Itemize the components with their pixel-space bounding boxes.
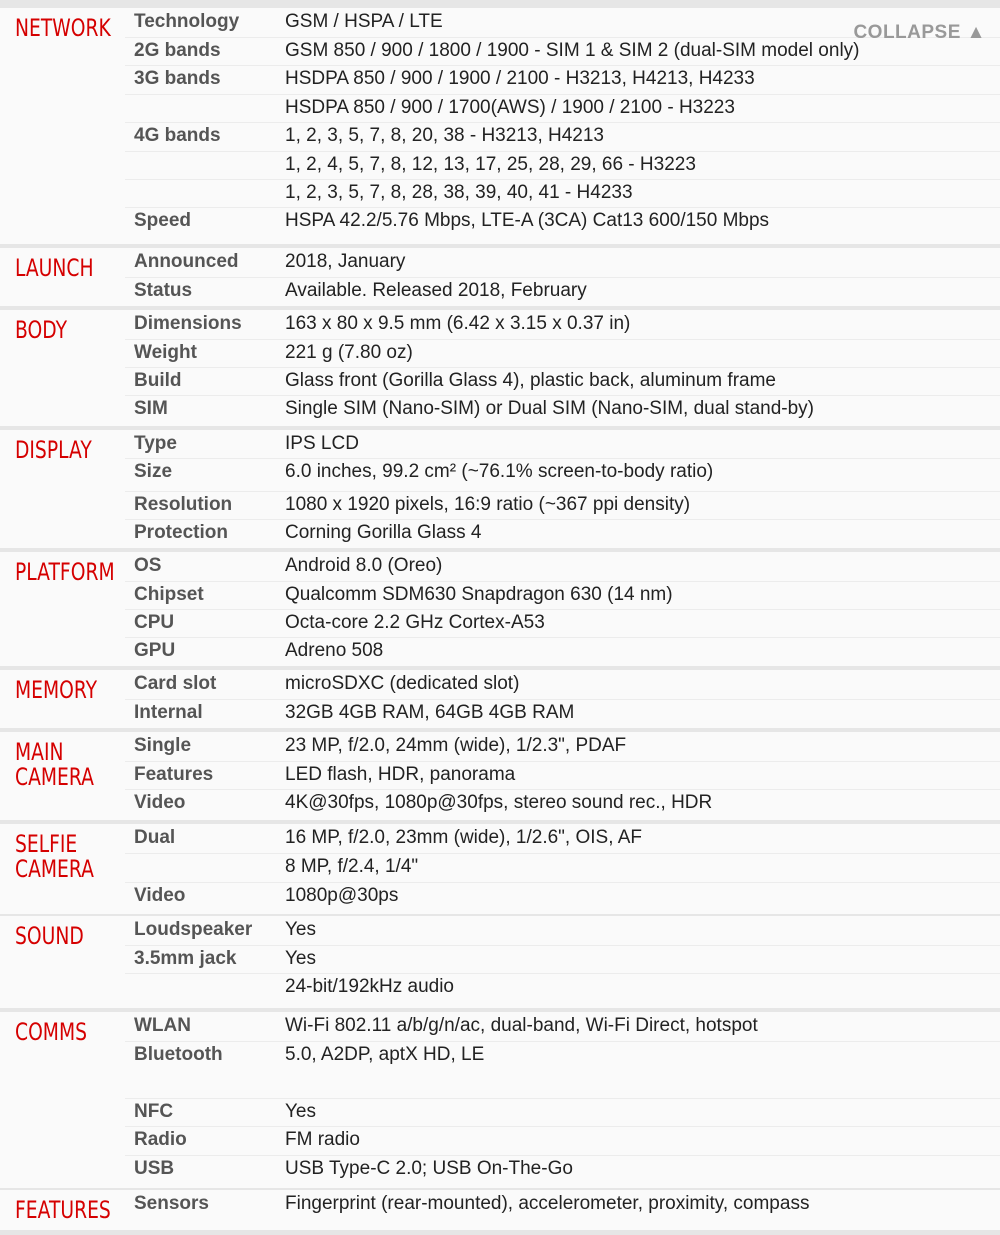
spec-label[interactable]: SIM xyxy=(134,398,168,419)
spec-label[interactable]: WLAN xyxy=(134,1015,191,1036)
spec-label[interactable]: CPU xyxy=(134,612,175,633)
spec-row xyxy=(125,65,1000,95)
spec-value: 1080 x 1920 pixels, 16:9 ratio (~367 ppi density) xyxy=(285,494,691,515)
spec-value: Fingerprint (rear-mounted), accelerometer, proximity, compass xyxy=(285,1193,810,1214)
spec-label[interactable]: 3.5mm jack xyxy=(134,948,237,969)
spec-label[interactable]: Dual xyxy=(134,827,176,848)
spec-label[interactable]: Loudspeaker xyxy=(134,919,253,940)
spec-section xyxy=(0,1190,1000,1230)
spec-row xyxy=(125,1155,1000,1188)
spec-value: Corning Gorilla Glass 4 xyxy=(285,522,482,543)
spec-value: LED flash, HDR, panorama xyxy=(285,764,516,785)
spec-value: 4K@30fps, 1080p@30fps, stereo sound rec., HDR xyxy=(285,792,713,813)
spec-value: Android 8.0 (Oreo) xyxy=(285,555,443,576)
spec-value: IPS LCD xyxy=(285,433,359,454)
spec-value: Glass front (Gorilla Glass 4), plastic back, aluminum frame xyxy=(285,370,776,391)
spec-row xyxy=(125,761,1000,790)
spec-section xyxy=(0,310,1000,426)
spec-row xyxy=(125,609,1000,638)
spec-row xyxy=(125,670,1000,700)
spec-value: 16 MP, f/2.0, 23mm (wide), 1/2.6", OIS, AF xyxy=(285,827,642,848)
spec-value: HSDPA 850 / 900 / 1900 / 2100 - H3213, H4213, H4233 xyxy=(285,68,755,89)
spec-row xyxy=(125,310,1000,340)
section-title: MEMORY xyxy=(15,676,98,704)
spec-label[interactable]: Size xyxy=(134,461,173,482)
spec-section xyxy=(0,8,1000,244)
spec-row xyxy=(125,581,1000,610)
spec-label[interactable]: OS xyxy=(134,555,162,576)
spec-section xyxy=(0,732,1000,820)
spec-value: 5.0, A2DP, aptX HD, LE xyxy=(285,1044,485,1065)
spec-label[interactable]: Dimensions xyxy=(134,313,242,334)
spec-row xyxy=(125,637,1000,666)
spec-row xyxy=(125,339,1000,368)
spec-value: Yes xyxy=(285,948,316,969)
section-title: MAIN CAMERA xyxy=(15,738,94,791)
spec-value: 1, 2, 3, 5, 7, 8, 20, 38 - H3213, H4213 xyxy=(285,125,604,146)
spec-value: 32GB 4GB RAM, 64GB 4GB RAM xyxy=(285,702,575,723)
spec-value: microSDXC (dedicated slot) xyxy=(285,673,520,694)
spec-label[interactable]: 2G bands xyxy=(134,40,221,61)
spec-row xyxy=(125,732,1000,762)
section-title: LAUNCH xyxy=(15,254,94,282)
spec-label[interactable]: 4G bands xyxy=(134,125,221,146)
spec-value: Qualcomm SDM630 Snapdragon 630 (14 nm) xyxy=(285,584,673,605)
spec-value: 163 x 80 x 9.5 mm (6.42 x 3.15 x 0.37 in) xyxy=(285,313,631,334)
spec-row xyxy=(125,1190,1000,1230)
spec-label[interactable]: GPU xyxy=(134,640,176,661)
spec-row xyxy=(125,1041,1000,1099)
section-title: NETWORK xyxy=(15,14,111,42)
spec-row xyxy=(125,94,1000,123)
spec-label[interactable]: Card slot xyxy=(134,673,217,694)
spec-row xyxy=(125,122,1000,152)
spec-value: Yes xyxy=(285,1101,316,1122)
spec-row xyxy=(125,882,1000,914)
spec-label[interactable]: Announced xyxy=(134,251,239,272)
spec-row xyxy=(125,277,1000,306)
spec-value: 24-bit/192kHz audio xyxy=(285,976,454,997)
spec-value: Available. Released 2018, February xyxy=(285,280,587,301)
spec-value: HSPA 42.2/5.76 Mbps, LTE-A (3CA) Cat13 600/150 Mbps xyxy=(285,210,770,231)
spec-row xyxy=(125,916,1000,946)
spec-label[interactable]: USB xyxy=(134,1158,175,1179)
spec-label[interactable]: Type xyxy=(134,433,177,454)
spec-label[interactable]: Bluetooth xyxy=(134,1044,223,1065)
section-title: SOUND xyxy=(15,922,84,950)
collapse-button[interactable]: COLLAPSE ▲ xyxy=(853,22,986,43)
spec-label[interactable]: Features xyxy=(134,764,214,785)
spec-label[interactable]: Protection xyxy=(134,522,228,543)
spec-value: Adreno 508 xyxy=(285,640,384,661)
spec-value: 6.0 inches, 99.2 cm² (~76.1% screen-to-body ratio) xyxy=(285,461,714,482)
spec-row xyxy=(125,367,1000,396)
spec-row xyxy=(125,1012,1000,1042)
section-title: COMMS xyxy=(15,1018,87,1046)
spec-value: Wi-Fi 802.11 a/b/g/n/ac, dual-band, Wi-Fi Direct, hotspot xyxy=(285,1015,758,1036)
spec-label[interactable]: Technology xyxy=(134,11,240,32)
spec-row xyxy=(125,207,1000,241)
spec-label[interactable]: Resolution xyxy=(134,494,233,515)
spec-label[interactable]: Status xyxy=(134,280,193,301)
spec-value: 2018, January xyxy=(285,251,406,272)
spec-row xyxy=(125,519,1000,548)
spec-value: 1080p@30ps xyxy=(285,885,399,906)
spec-value: 221 g (7.80 oz) xyxy=(285,342,413,363)
spec-label[interactable]: Video xyxy=(134,792,186,813)
spec-row xyxy=(125,552,1000,582)
spec-row xyxy=(125,248,1000,278)
spec-value: Single SIM (Nano-SIM) or Dual SIM (Nano-SIM, dual stand-by) xyxy=(285,398,815,419)
spec-value: 8 MP, f/2.4, 1/4" xyxy=(285,856,419,877)
section-title: SELFIE CAMERA xyxy=(15,830,94,883)
spec-row xyxy=(125,179,1000,208)
spec-label[interactable]: Chipset xyxy=(134,584,204,605)
spec-section xyxy=(0,430,1000,548)
spec-row xyxy=(125,430,1000,459)
spec-row xyxy=(125,395,1000,426)
spec-row xyxy=(125,1126,1000,1156)
spec-row xyxy=(125,824,1000,854)
spec-label[interactable]: Radio xyxy=(134,1129,187,1150)
spec-row xyxy=(125,151,1000,180)
spec-label[interactable]: 3G bands xyxy=(134,68,221,89)
spec-value: FM radio xyxy=(285,1129,360,1150)
section-title: DISPLAY xyxy=(15,436,92,464)
spec-value: 23 MP, f/2.0, 24mm (wide), 1/2.3", PDAF xyxy=(285,735,627,756)
spec-value: 1, 2, 3, 5, 7, 8, 28, 38, 39, 40, 41 - H4233 xyxy=(285,182,633,203)
spec-section xyxy=(0,248,1000,306)
spec-label[interactable]: Build xyxy=(134,370,182,391)
section-title: BODY xyxy=(15,316,68,344)
spec-section xyxy=(0,916,1000,1008)
spec-value: 1, 2, 4, 5, 7, 8, 12, 13, 17, 25, 28, 29, 66 - H3223 xyxy=(285,154,696,175)
spec-row xyxy=(125,973,1000,1008)
section-title: PLATFORM xyxy=(15,558,115,586)
spec-value: HSDPA 850 / 900 / 1700(AWS) / 1900 / 2100 - H3223 xyxy=(285,97,735,118)
spec-row xyxy=(125,491,1000,520)
spec-value: USB Type-C 2.0; USB On-The-Go xyxy=(285,1158,573,1179)
spec-row xyxy=(125,1098,1000,1127)
spec-value: Octa-core 2.2 GHz Cortex-A53 xyxy=(285,612,545,633)
spec-value: Yes xyxy=(285,919,316,940)
spec-section xyxy=(0,552,1000,666)
spec-label[interactable]: Video xyxy=(134,885,186,906)
spec-section xyxy=(0,670,1000,728)
spec-label[interactable]: Internal xyxy=(134,702,203,723)
section-title: FEATURES xyxy=(15,1196,111,1224)
spec-row xyxy=(125,945,1000,974)
spec-row xyxy=(125,853,1000,883)
spec-label[interactable]: NFC xyxy=(134,1101,174,1122)
spec-label[interactable]: Sensors xyxy=(134,1193,209,1214)
spec-section xyxy=(0,824,1000,914)
spec-row xyxy=(125,458,1000,492)
spec-value: GSM / HSPA / LTE xyxy=(285,11,443,32)
spec-label[interactable]: Weight xyxy=(134,342,197,363)
spec-section xyxy=(0,1012,1000,1188)
spec-row xyxy=(125,699,1000,728)
spec-value: GSM 850 / 900 / 1800 / 1900 - SIM 1 & SIM 2 (dual-SIM model only) xyxy=(285,40,860,61)
spec-label[interactable]: Single xyxy=(134,735,192,756)
spec-row xyxy=(125,789,1000,820)
spec-label[interactable]: Speed xyxy=(134,210,192,231)
